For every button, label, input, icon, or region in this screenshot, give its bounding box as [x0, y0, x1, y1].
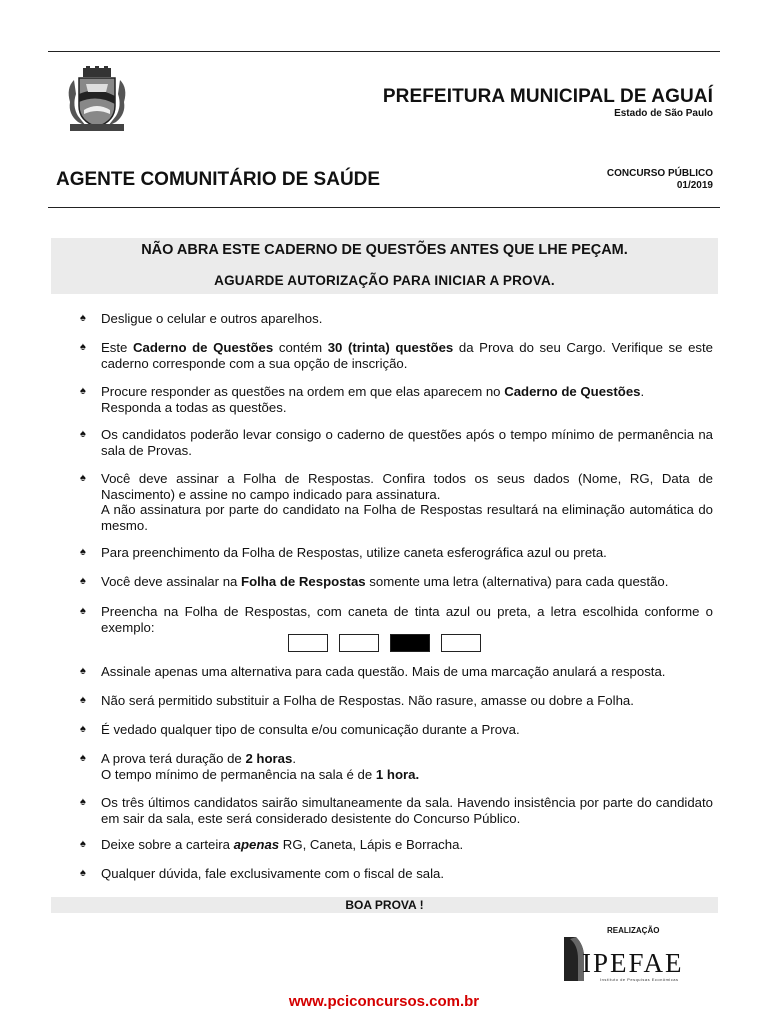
spade-bullet-icon: ♠ [80, 752, 86, 764]
realizacao-label: REALIZAÇÃO [607, 926, 660, 935]
footer-url-link[interactable]: www.pciconcursos.com.br [288, 993, 480, 1010]
concurso-label: CONCURSO PÚBLICO [606, 168, 713, 179]
instruction-text: A prova terá duração de 2 horas. O tempo mínimo de permanência na sala é de 1 hora. [101, 751, 420, 782]
spade-bullet-icon: ♠ [80, 312, 86, 324]
warning-line-2: AGUARDE AUTORIZAÇÃO PARA INICIAR A PROVA. [214, 273, 555, 288]
warning-box [51, 238, 718, 294]
instruction-item [80, 311, 713, 327]
instruction-text: Este Caderno de Questões contém 30 (trinta) questões da Prova do seu Cargo. Verifique se este caderno corresponde com a sua opção de inscrição. [101, 340, 713, 371]
instruction-item [80, 545, 713, 561]
spade-bullet-icon: ♠ [80, 605, 86, 617]
spade-bullet-icon: ♠ [80, 838, 86, 850]
spade-bullet-icon: ♠ [80, 694, 86, 706]
spade-bullet-icon: ♠ [80, 575, 86, 587]
answer-box [339, 634, 379, 652]
instruction-text: Os três últimos candidatos sairão simultaneamente da sala. Havendo insistência por parte do candidato em sair da sala, este será considerado desistente do Concurso Público. [101, 795, 713, 826]
instruction-item [80, 427, 713, 458]
job-title: AGENTE COMUNITÁRIO DE SAÚDE [56, 169, 381, 190]
header-bottom-rule [48, 207, 720, 208]
spade-bullet-icon: ♠ [80, 428, 86, 440]
instruction-text: Para preenchimento da Folha de Respostas, utilize caneta esferográfica azul ou preta. [101, 545, 607, 560]
ipefae-logo-subtitle: Instituto de Pesquisas Econômicas [600, 977, 679, 982]
instruction-text: Não será permitido substituir a Folha de Respostas. Não rasure, amasse ou dobre a Folha. [101, 693, 634, 708]
instruction-text: Você deve assinalar na Folha de Respostas somente uma letra (alternativa) para cada questão. [101, 574, 669, 589]
instruction-item [80, 384, 713, 415]
instruction-item [80, 604, 713, 635]
instruction-text: Deixe sobre a carteira apenas RG, Caneta, Lápis e Borracha. [101, 837, 464, 852]
spade-bullet-icon: ♠ [80, 472, 86, 484]
instruction-text: Procure responder as questões na ordem em que elas aparecem no Caderno de Questões. Responda a todas as questões. [101, 384, 645, 415]
boa-prova-bar: BOA PROVA ! [51, 897, 718, 913]
instruction-item [80, 751, 713, 782]
top-rule [48, 51, 720, 52]
instruction-text: Desligue o celular e outros aparelhos. [101, 311, 323, 326]
spade-bullet-icon: ♠ [80, 341, 86, 353]
instruction-text: Qualquer dúvida, fale exclusivamente com o fiscal de sala. [101, 866, 445, 881]
concurso-number: 01/2019 [676, 180, 713, 191]
warning-line-1: NÃO ABRA ESTE CADERNO DE QUESTÕES ANTES QUE LHE PEÇAM. [141, 242, 628, 258]
spade-bullet-icon: ♠ [80, 546, 86, 558]
instruction-item [80, 795, 713, 826]
instruction-item [80, 866, 713, 882]
answer-box-filled [390, 634, 430, 652]
spade-bullet-icon: ♠ [80, 867, 86, 879]
instruction-item [80, 340, 713, 371]
answer-box [288, 634, 328, 652]
spade-bullet-icon: ♠ [80, 665, 86, 677]
instruction-item [80, 574, 713, 590]
instruction-item [80, 722, 713, 738]
answer-box [441, 634, 481, 652]
spade-bullet-icon: ♠ [80, 385, 86, 397]
prefeitura-subtitle: Estado de São Paulo [614, 108, 713, 119]
instruction-item [80, 471, 713, 533]
prefeitura-title: PREFEITURA MUNICIPAL DE AGUAÍ [382, 86, 713, 107]
instruction-item [80, 837, 713, 853]
spade-bullet-icon: ♠ [80, 723, 86, 735]
instruction-text: Preencha na Folha de Respostas, com caneta de tinta azul ou preta, a letra escolhida conforme o exemplo: [101, 604, 713, 635]
instruction-text: Os candidatos poderão levar consigo o caderno de questões após o tempo mínimo de permanência na sala de Provas. [101, 427, 713, 458]
ipefae-logo-text: IPEFAE [582, 948, 684, 978]
instruction-item [80, 693, 713, 709]
spade-bullet-icon: ♠ [80, 796, 86, 808]
instruction-text: Assinale apenas uma alternativa para cada questão. Mais de uma marcação anulará a resposta. [101, 664, 666, 679]
concurso-info [607, 168, 713, 192]
instruction-text: É vedado qualquer tipo de consulta e/ou comunicação durante a Prova. [101, 722, 520, 737]
instruction-text: Você deve assinar a Folha de Respostas. Confira todos os seus dados (Nome, RG, Data de Nascimento) e assine no campo indicado para assinatura. A não assinatura por parte do candidato na Folha de Respostas resultará na eliminação automática do mesmo. [101, 471, 713, 533]
municipal-crest-icon [66, 66, 128, 132]
instruction-item [80, 664, 713, 680]
